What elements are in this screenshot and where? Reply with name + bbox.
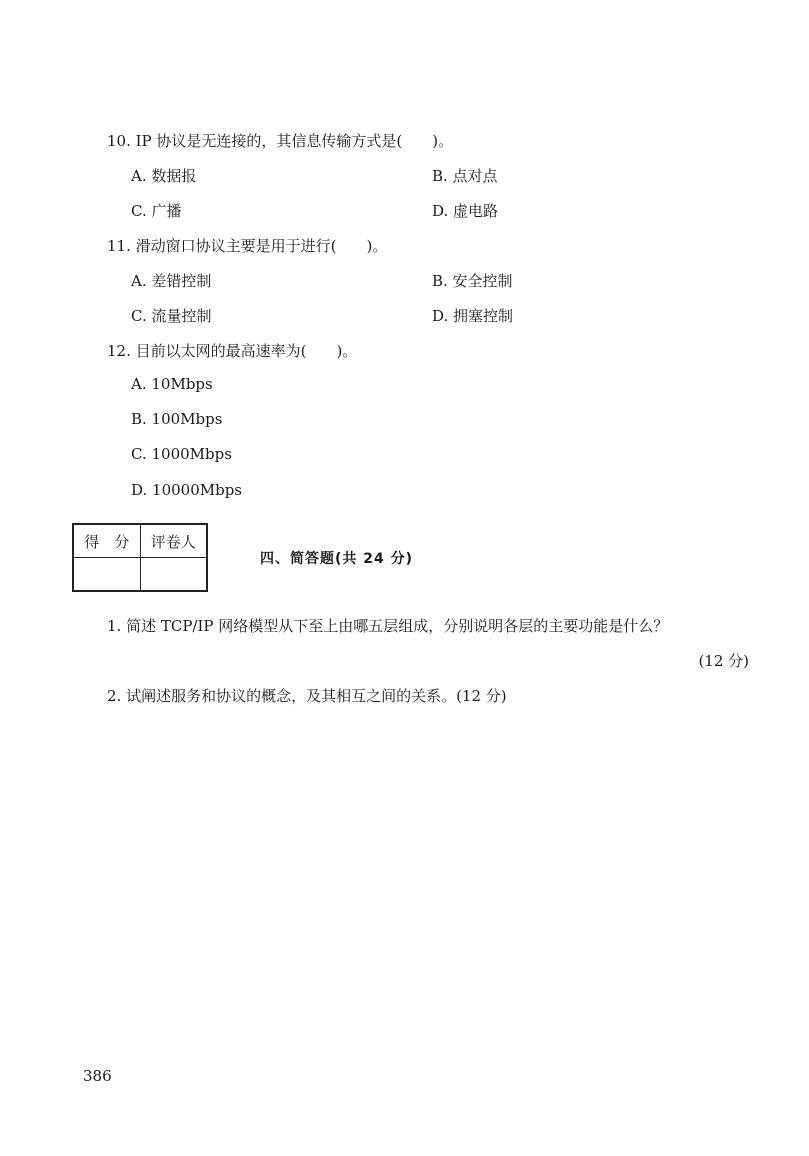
- question-12-stem: 12. 目前以太网的最高速率为( )。: [107, 342, 358, 360]
- question-11-option-b: B. 安全控制: [432, 272, 513, 290]
- question-11-option-d: D. 拥塞控制: [432, 307, 514, 325]
- question-11-option-c: C. 流量控制: [131, 307, 212, 325]
- short-answer-1-points: (12 分): [698, 652, 749, 670]
- question-12-option-a: A. 10Mbps: [131, 375, 213, 393]
- question-12-option-b: B. 100Mbps: [131, 410, 223, 428]
- score-cell: [73, 558, 140, 592]
- question-10-option-d: D. 虚电路: [432, 202, 499, 220]
- page-number: 386: [83, 1067, 112, 1085]
- question-11-option-a: A. 差错控制: [131, 272, 212, 290]
- question-10-option-b: B. 点对点: [432, 167, 498, 185]
- question-12-option-c: C. 1000Mbps: [131, 445, 232, 463]
- question-11-stem: 11. 滑动窗口协议主要是用于进行( )。: [107, 237, 388, 255]
- question-10-stem: 10. IP 协议是无连接的，其信息传输方式是( )。: [107, 132, 454, 150]
- score-box: [72, 523, 208, 592]
- grader-cell: [140, 558, 207, 592]
- grader-header: 评卷人: [140, 524, 207, 558]
- section-title: 四、简答题(共 24 分): [260, 551, 414, 567]
- question-10-option-c: C. 广播: [131, 202, 182, 220]
- question-10-option-a: A. 数据报: [131, 167, 197, 185]
- short-answer-2: 2. 试阐述服务和协议的概念，及其相互之间的关系。(12 分): [107, 687, 507, 705]
- question-12-option-d: D. 10000Mbps: [131, 481, 243, 499]
- short-answer-1: 1. 简述 TCP/IP 网络模型从下至上由哪五层组成，分别说明各层的主要功能是什么？: [107, 617, 669, 635]
- score-header: 得 分: [73, 524, 140, 558]
